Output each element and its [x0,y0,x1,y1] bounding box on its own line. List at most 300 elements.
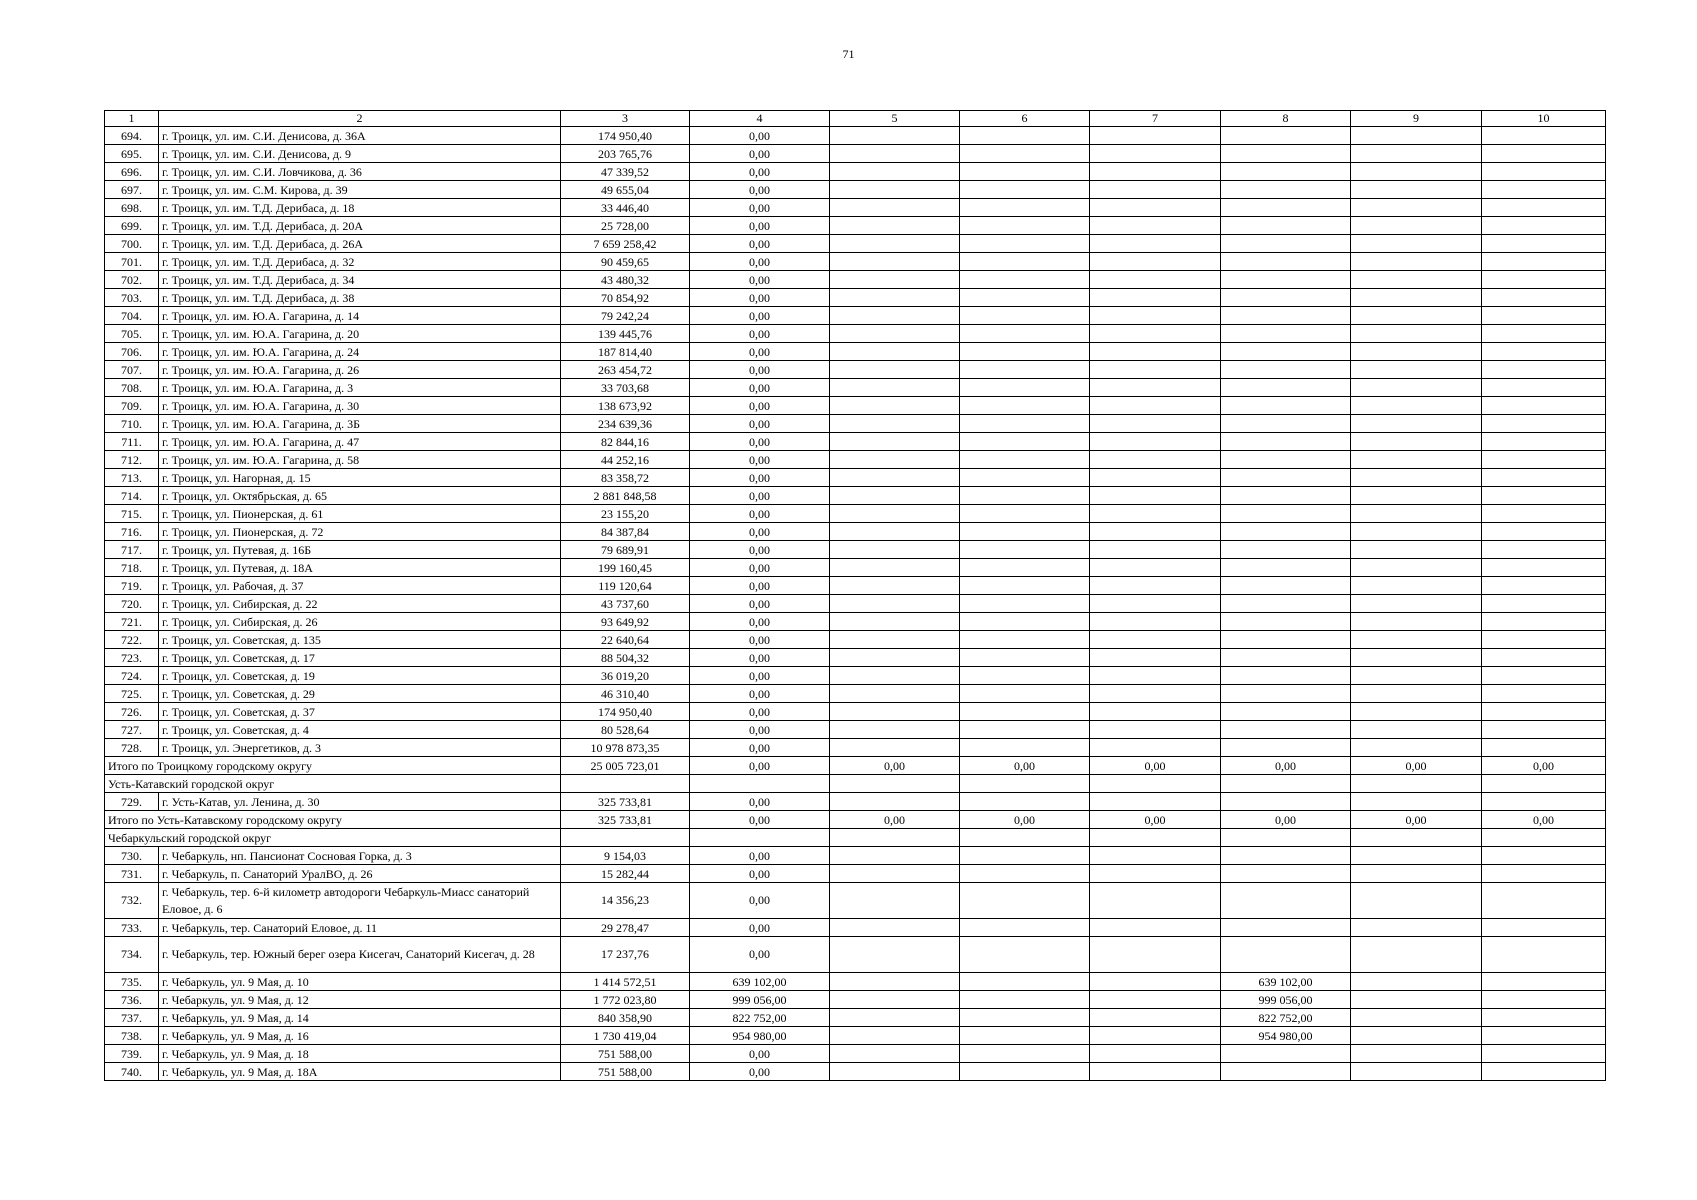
value-cell [1482,649,1606,667]
value-cell: 0,00 [690,397,830,415]
value-cell: 263 454,72 [561,361,690,379]
value-cell [1482,1027,1606,1045]
value-cell [960,595,1090,613]
empty-cell [960,775,1090,793]
address-cell: г. Троицк, ул. им. С.И. Ловчикова, д. 36 [159,163,561,181]
address-cell: г. Троицк, ул. Пионерская, д. 61 [159,505,561,523]
value-cell: 90 459,65 [561,253,690,271]
address-cell: г. Троицк, ул. им. Ю.А. Гагарина, д. 24 [159,343,561,361]
value-cell: 234 639,36 [561,415,690,433]
table-row [105,973,1606,991]
table-row [105,919,1606,937]
value-cell: 33 703,68 [561,379,690,397]
row-number-cell: 730. [105,847,159,865]
value-cell [1482,145,1606,163]
address-cell: г. Троицк, ул. Энергетиков, д. 3 [159,739,561,757]
value-cell: 0,00 [690,343,830,361]
value-cell [830,235,960,253]
value-cell [830,325,960,343]
value-cell: 0,00 [690,667,830,685]
value-cell [960,667,1090,685]
row-number-cell: 704. [105,307,159,325]
empty-cell [690,775,830,793]
table-row [105,1009,1606,1027]
address-cell: г. Троицк, ул. им. С.И. Денисова, д. 9 [159,145,561,163]
value-cell [830,541,960,559]
value-cell [1351,1009,1482,1027]
value-cell [1482,667,1606,685]
value-cell [1351,289,1482,307]
table-row [105,703,1606,721]
table-row [105,559,1606,577]
value-cell [1351,739,1482,757]
value-cell [1221,577,1351,595]
column-header: 5 [830,111,960,127]
empty-cell [1482,775,1606,793]
total-value-cell: 0,00 [1351,757,1482,775]
value-cell [960,397,1090,415]
value-cell [1090,577,1221,595]
value-cell [830,973,960,991]
row-number-cell: 723. [105,649,159,667]
value-cell [960,1027,1090,1045]
row-number-cell: 703. [105,289,159,307]
value-cell [1351,199,1482,217]
value-cell [1482,847,1606,865]
value-cell: 7 659 258,42 [561,235,690,253]
table-row [105,613,1606,631]
value-cell [1221,721,1351,739]
value-cell [830,523,960,541]
value-cell: 0,00 [690,793,830,811]
table-row [105,433,1606,451]
value-cell: 1 414 572,51 [561,973,690,991]
value-cell [1090,217,1221,235]
value-cell: 36 019,20 [561,667,690,685]
value-cell [1482,163,1606,181]
value-cell [960,361,1090,379]
value-cell [830,487,960,505]
value-cell: 822 752,00 [690,1009,830,1027]
row-number-cell: 725. [105,685,159,703]
value-cell [1221,397,1351,415]
value-cell [960,1063,1090,1081]
table-row [105,883,1606,919]
value-cell [1351,919,1482,937]
row-number-cell: 695. [105,145,159,163]
value-cell [1482,919,1606,937]
value-cell: 954 980,00 [690,1027,830,1045]
column-header: 3 [561,111,690,127]
value-cell [1090,739,1221,757]
value-cell [960,217,1090,235]
table-row [105,127,1606,145]
value-cell [830,1027,960,1045]
row-number-cell: 736. [105,991,159,1009]
value-cell [830,937,960,973]
total-value-cell: 0,00 [1351,811,1482,829]
value-cell: 639 102,00 [690,973,830,991]
value-cell: 0,00 [690,541,830,559]
value-cell [1482,631,1606,649]
value-cell [1482,793,1606,811]
table-row [105,1045,1606,1063]
value-cell: 79 689,91 [561,541,690,559]
value-cell [960,433,1090,451]
value-cell: 46 310,40 [561,685,690,703]
value-cell [1090,793,1221,811]
value-cell: 0,00 [690,379,830,397]
value-cell [830,289,960,307]
value-cell [830,163,960,181]
value-cell [960,127,1090,145]
row-number-cell: 738. [105,1027,159,1045]
row-number-cell: 728. [105,739,159,757]
value-cell [1351,847,1482,865]
value-cell [1351,793,1482,811]
value-cell [1221,703,1351,721]
value-cell: 0,00 [690,559,830,577]
value-cell: 0,00 [690,739,830,757]
row-number-cell: 719. [105,577,159,595]
value-cell [1351,649,1482,667]
column-header: 10 [1482,111,1606,127]
row-number-cell: 711. [105,433,159,451]
value-cell [1221,361,1351,379]
value-cell [1090,289,1221,307]
value-cell: 0,00 [690,703,830,721]
value-cell [960,307,1090,325]
value-cell [1351,613,1482,631]
value-cell: 0,00 [690,1063,830,1081]
value-cell: 0,00 [690,919,830,937]
value-cell [1351,487,1482,505]
value-cell [1351,541,1482,559]
empty-cell [1221,775,1351,793]
value-cell [1090,361,1221,379]
value-cell [1221,631,1351,649]
value-cell [1221,793,1351,811]
value-cell: 0,00 [690,163,830,181]
value-cell [1090,235,1221,253]
value-cell [960,271,1090,289]
value-cell [1482,1009,1606,1027]
value-cell: 0,00 [690,127,830,145]
value-cell [1221,919,1351,937]
value-cell [1482,397,1606,415]
value-cell [1090,937,1221,973]
value-cell: 119 120,64 [561,577,690,595]
value-cell: 0,00 [690,523,830,541]
table-row [105,325,1606,343]
address-cell: г. Троицк, ул. им. Т.Д. Дерибаса, д. 32 [159,253,561,271]
value-cell: 80 528,64 [561,721,690,739]
value-cell: 43 480,32 [561,271,690,289]
row-number-cell: 731. [105,865,159,883]
address-cell: г. Троицк, ул. Пионерская, д. 72 [159,523,561,541]
row-number-cell: 712. [105,451,159,469]
value-cell: 954 980,00 [1221,1027,1351,1045]
address-cell: г. Троицк, ул. им. Ю.А. Гагарина, д. 3 [159,379,561,397]
value-cell [1221,433,1351,451]
value-cell: 10 978 873,35 [561,739,690,757]
value-cell [830,343,960,361]
value-cell [960,649,1090,667]
empty-cell [960,829,1090,847]
value-cell [1221,1063,1351,1081]
value-cell [1351,415,1482,433]
value-cell [1221,235,1351,253]
value-cell: 187 814,40 [561,343,690,361]
row-number-cell: 739. [105,1045,159,1063]
value-cell: 49 655,04 [561,181,690,199]
row-number-cell: 706. [105,343,159,361]
value-cell: 0,00 [690,361,830,379]
row-number-cell: 735. [105,973,159,991]
value-cell [1221,847,1351,865]
total-value-cell: 25 005 723,01 [561,757,690,775]
section-row [105,775,1606,793]
table-row [105,739,1606,757]
value-cell [1221,559,1351,577]
row-number-cell: 727. [105,721,159,739]
total-value-cell: 0,00 [960,811,1090,829]
total-value-cell: 0,00 [1221,757,1351,775]
address-cell: г. Чебаркуль, ул. 9 Мая, д. 14 [159,1009,561,1027]
value-cell: 0,00 [690,505,830,523]
row-number-cell: 698. [105,199,159,217]
address-cell: г. Чебаркуль, п. Санаторий УралВО, д. 26 [159,865,561,883]
column-header: 2 [159,111,561,127]
address-cell: г. Троицк, ул. Сибирская, д. 22 [159,595,561,613]
address-cell: г. Троицк, ул. Советская, д. 4 [159,721,561,739]
value-cell [1351,181,1482,199]
value-cell: 0,00 [690,145,830,163]
value-cell [1482,235,1606,253]
value-cell [830,883,960,919]
section-row [105,829,1606,847]
value-cell [960,739,1090,757]
value-cell [1482,379,1606,397]
address-cell: г. Троицк, ул. Советская, д. 37 [159,703,561,721]
value-cell [1090,919,1221,937]
column-header: 1 [105,111,159,127]
value-cell [1351,307,1482,325]
address-cell: г. Троицк, ул. им. Ю.А. Гагарина, д. 30 [159,397,561,415]
table-row [105,793,1606,811]
value-cell [1351,865,1482,883]
value-cell [1090,523,1221,541]
value-cell [1090,433,1221,451]
total-value-cell: 0,00 [830,811,960,829]
value-cell: 0,00 [690,595,830,613]
section-label: Усть-Катавский городской округ [105,775,561,793]
value-cell: 14 356,23 [561,883,690,919]
value-cell [960,685,1090,703]
value-cell: 83 358,72 [561,469,690,487]
value-cell: 0,00 [690,685,830,703]
value-cell [1090,667,1221,685]
address-cell: г. Троицк, ул. Путевая, д. 18А [159,559,561,577]
row-number-cell: 726. [105,703,159,721]
value-cell [1351,127,1482,145]
value-cell [1090,1027,1221,1045]
row-number-cell: 707. [105,361,159,379]
table-row [105,937,1606,973]
value-cell [1351,1027,1482,1045]
value-cell [1482,451,1606,469]
value-cell: 0,00 [690,487,830,505]
address-cell: г. Чебаркуль, ул. 9 Мая, д. 10 [159,973,561,991]
value-cell [1482,703,1606,721]
value-cell [960,559,1090,577]
table-row [105,577,1606,595]
value-cell [1090,595,1221,613]
column-header: 7 [1090,111,1221,127]
value-cell: 0,00 [690,649,830,667]
page-number: 71 [842,47,855,61]
value-cell [1351,721,1482,739]
row-number-cell: 700. [105,235,159,253]
value-cell: 44 252,16 [561,451,690,469]
value-cell: 25 728,00 [561,217,690,235]
value-cell [830,505,960,523]
address-cell: г. Троицк, ул. Советская, д. 29 [159,685,561,703]
address-cell: г. Троицк, ул. им. Ю.А. Гагарина, д. 26 [159,361,561,379]
value-cell [1090,181,1221,199]
value-cell: 2 881 848,58 [561,487,690,505]
address-cell: г. Троицк, ул. им. С.М. Кирова, д. 39 [159,181,561,199]
value-cell: 840 358,90 [561,1009,690,1027]
value-cell [1351,451,1482,469]
row-number-cell: 720. [105,595,159,613]
value-cell [1221,325,1351,343]
value-cell [1221,523,1351,541]
value-cell [1221,469,1351,487]
address-cell: г. Чебаркуль, тер. 6-й километр автодороги Чебаркуль-Миасс санаторий Еловое, д. 6 [159,883,561,919]
table-row [105,721,1606,739]
value-cell [1351,235,1482,253]
value-cell [830,793,960,811]
value-cell [830,577,960,595]
value-cell [960,199,1090,217]
value-cell [1482,613,1606,631]
value-cell [830,847,960,865]
address-cell: г. Троицк, ул. Октябрьская, д. 65 [159,487,561,505]
address-cell: г. Троицк, ул. им. Т.Д. Дерибаса, д. 26А [159,235,561,253]
value-cell [830,415,960,433]
value-cell: 0,00 [690,253,830,271]
value-cell: 139 445,76 [561,325,690,343]
value-cell [1221,595,1351,613]
address-cell: г. Троицк, ул. им. Ю.А. Гагарина, д. 58 [159,451,561,469]
empty-cell [1090,775,1221,793]
address-cell: г. Чебаркуль, ул. 9 Мая, д. 18А [159,1063,561,1081]
address-cell: г. Троицк, ул. Рабочая, д. 37 [159,577,561,595]
value-cell [830,1063,960,1081]
value-cell [960,937,1090,973]
value-cell [1090,199,1221,217]
value-cell [1482,469,1606,487]
value-cell [1482,577,1606,595]
value-cell [1090,145,1221,163]
row-number-cell: 716. [105,523,159,541]
row-number-cell: 694. [105,127,159,145]
value-cell: 79 242,24 [561,307,690,325]
value-cell [960,793,1090,811]
value-cell [1090,703,1221,721]
value-cell: 751 588,00 [561,1063,690,1081]
address-cell: г. Троицк, ул. им. Т.Д. Дерибаса, д. 34 [159,271,561,289]
total-value-cell: 0,00 [1482,757,1606,775]
total-value-cell: 0,00 [1482,811,1606,829]
value-cell [1351,469,1482,487]
value-cell [960,721,1090,739]
value-cell: 0,00 [690,721,830,739]
total-value-cell: 0,00 [1090,811,1221,829]
value-cell: 0,00 [690,469,830,487]
value-cell [1482,343,1606,361]
total-value-cell: 0,00 [1090,757,1221,775]
value-cell [960,253,1090,271]
value-cell [1351,595,1482,613]
row-number-cell: 732. [105,883,159,919]
value-cell [1351,217,1482,235]
total-row [105,811,1606,829]
value-cell [830,703,960,721]
address-cell: г. Чебаркуль, ул. 9 Мая, д. 12 [159,991,561,1009]
value-cell [1482,739,1606,757]
value-cell [830,649,960,667]
value-cell [1482,1063,1606,1081]
value-cell: 0,00 [690,433,830,451]
table-row [105,847,1606,865]
value-cell [1090,451,1221,469]
value-cell [1351,667,1482,685]
address-cell: г. Троицк, ул. Нагорная, д. 15 [159,469,561,487]
value-cell [1090,127,1221,145]
table-row [105,235,1606,253]
value-cell: 9 154,03 [561,847,690,865]
value-cell [830,631,960,649]
value-cell [1221,199,1351,217]
column-header: 4 [690,111,830,127]
value-cell [1221,487,1351,505]
address-cell: г. Чебаркуль, ул. 9 Мая, д. 16 [159,1027,561,1045]
empty-cell [830,829,960,847]
table-row [105,667,1606,685]
value-cell [1482,307,1606,325]
empty-cell [561,775,690,793]
value-cell: 0,00 [690,937,830,973]
value-cell [1351,397,1482,415]
row-number-cell: 724. [105,667,159,685]
value-cell [960,865,1090,883]
value-cell [960,1045,1090,1063]
value-cell [960,991,1090,1009]
value-cell [1090,541,1221,559]
value-cell [1090,613,1221,631]
value-cell [1090,847,1221,865]
value-cell: 0,00 [690,289,830,307]
value-cell [830,991,960,1009]
value-cell [1351,271,1482,289]
value-cell [960,343,1090,361]
address-cell: г. Усть-Катав, ул. Ленина, д. 30 [159,793,561,811]
value-cell: 751 588,00 [561,1045,690,1063]
value-cell [1351,937,1482,973]
value-cell: 0,00 [690,199,830,217]
